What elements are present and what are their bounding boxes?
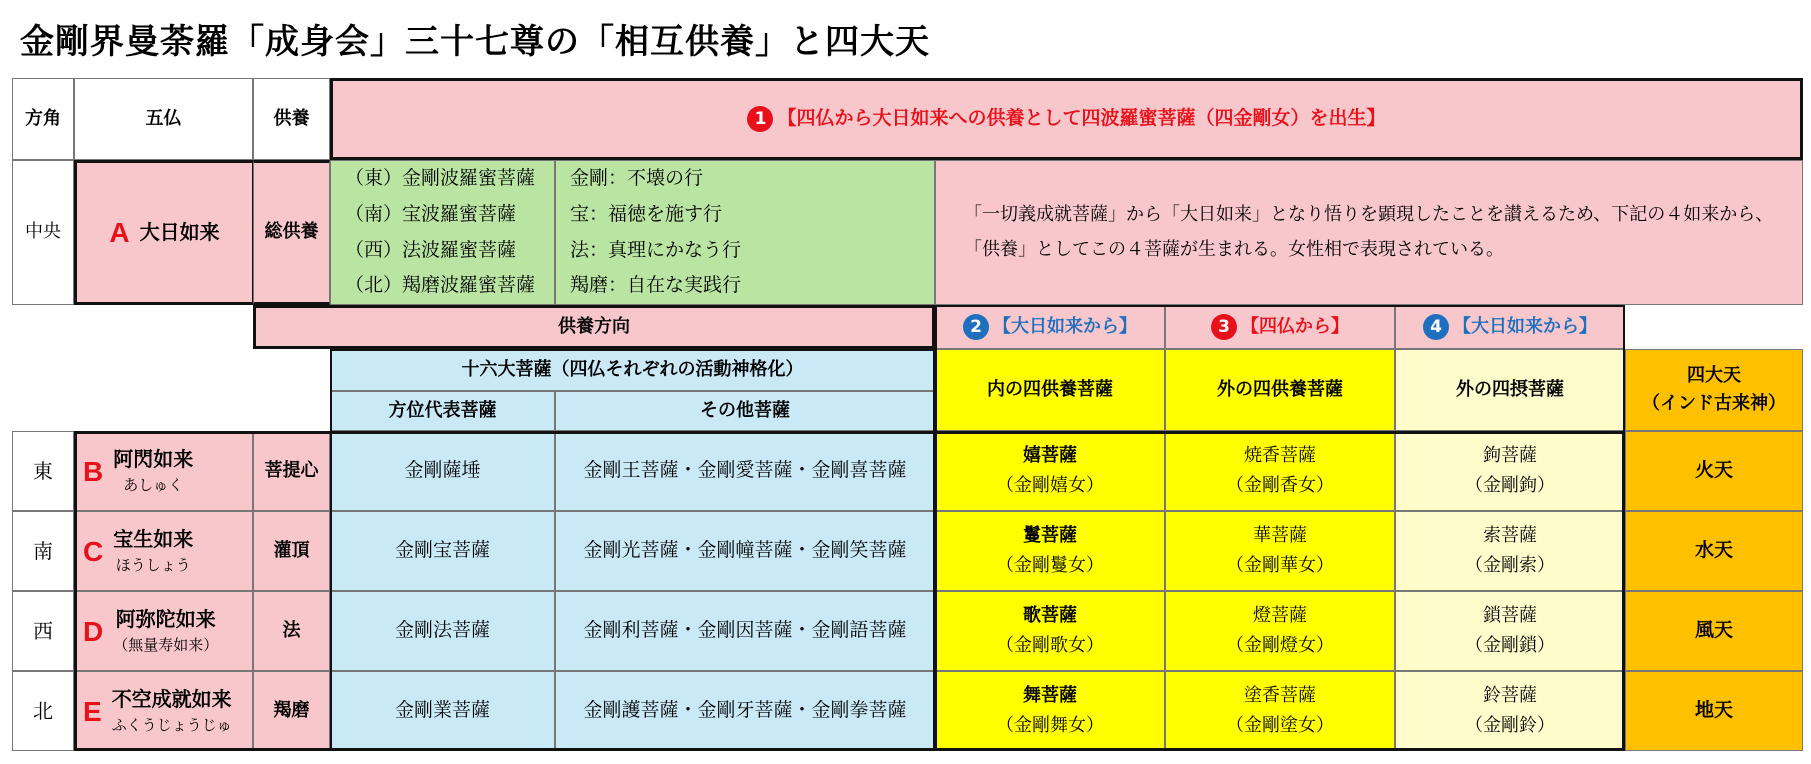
row-rep-bodhisattva: 金剛業菩薩 (330, 671, 555, 751)
row-inner-offering (935, 511, 1165, 591)
center-direction: 中央 (12, 160, 74, 305)
inner-offering-header: 内の四供養菩薩 (935, 349, 1165, 431)
row-outer-offering (1165, 431, 1395, 511)
direction-4-label (1395, 305, 1625, 349)
letter-e: E (83, 695, 102, 727)
sixteen-bodhisattvas-header: 十六大菩薩（四仏それぞれの活動神格化） (330, 349, 935, 391)
row-outer-offering (1165, 511, 1395, 591)
row-offering: 灌頂 (253, 511, 330, 591)
four-devas-header (1625, 349, 1803, 431)
row-inner-offering (935, 591, 1165, 671)
number-1-badge: 1 (747, 106, 773, 132)
row-outer-name: 焼香菩薩 (1244, 444, 1316, 466)
row-rep-bodhisattva: 金剛薩埵 (330, 431, 555, 511)
row-inner-offering (935, 431, 1165, 511)
row-other-bodhisattvas: 金剛護菩薩・金剛牙菩薩・金剛拳菩薩 (555, 671, 935, 751)
row-offering: 法 (253, 591, 330, 671)
four-devas-title: 四大天 (1687, 364, 1741, 386)
row-outer-sub: （金剛燈女） (1226, 635, 1334, 656)
center-offering: 総供養 (253, 160, 330, 305)
direction-2-label (935, 305, 1165, 349)
header-five-buddhas: 五仏 (74, 78, 253, 160)
paramita-east: （東）金剛波羅蜜菩薩 (345, 167, 536, 189)
row-gather-sub: （金剛索） (1465, 555, 1555, 576)
letter-c: C (83, 535, 104, 567)
direction-3-label (1165, 305, 1395, 349)
header-offering: 供養 (253, 78, 330, 160)
row-deva: 水天 (1625, 511, 1803, 591)
meaning-vajra: 金剛：不壊の行 (570, 167, 704, 189)
row-buddha-name: 宝生如来 (113, 527, 194, 552)
row-deva: 風天 (1625, 591, 1803, 671)
number-2-badge: 2 (963, 314, 989, 340)
row-offering: 菩提心 (253, 431, 330, 511)
row-rep-bodhisattva: 金剛宝菩薩 (330, 511, 555, 591)
row-other-bodhisattvas: 金剛光菩薩・金剛幢菩薩・金剛笑菩薩 (555, 511, 935, 591)
row-outer-gathering (1395, 671, 1625, 751)
offering-direction-label: 供養方向 (253, 305, 935, 349)
banner-1 (330, 78, 1803, 160)
row-inner-name: 嬉菩薩 (1023, 444, 1077, 466)
row-outer-sub: （金剛香女） (1226, 475, 1334, 496)
meaning-dharma: 法：真理にかなう行 (570, 238, 742, 261)
banner-text: 【四仏から大日如来への供養として四波羅蜜菩薩（四金剛女）を出生】 (777, 107, 1386, 130)
row-outer-sub: （金剛華女） (1226, 555, 1334, 576)
row-buddha-reading: （無量寿如来） (113, 636, 219, 655)
row-deva: 地天 (1625, 671, 1803, 751)
row-buddha (113, 447, 193, 495)
row-outer-offering (1165, 591, 1395, 671)
row-other-bodhisattvas: 金剛王菩薩・金剛愛菩薩・金剛喜菩薩 (555, 431, 935, 511)
row-direction: 北 (12, 671, 74, 751)
direction-2-text: 【大日如来から】 (993, 315, 1137, 337)
row-outer-name: 塗香菩薩 (1244, 684, 1316, 706)
row-inner-name: 舞菩薩 (1023, 684, 1077, 706)
row-inner-sub: （金剛嬉女） (996, 475, 1104, 496)
row-gather-sub: （金剛鉤） (1465, 475, 1555, 496)
row-buddha-name: 阿閃如来 (113, 447, 194, 472)
row-outer-offering (1165, 671, 1395, 751)
row-gather-name: 鉤菩薩 (1483, 444, 1537, 466)
rep-bodhisattva-header: 方位代表菩薩 (330, 391, 555, 431)
row-deva: 火天 (1625, 431, 1803, 511)
other-bodhisattva-header: その他菩薩 (555, 391, 935, 431)
direction-4-text: 【大日如来から】 (1453, 315, 1597, 337)
row-inner-sub: （金剛歌女） (996, 635, 1104, 656)
header-direction: 方角 (12, 78, 74, 160)
paramita-south: （南）宝波羅蜜菩薩 (345, 202, 517, 225)
row-inner-name: 鬘菩薩 (1023, 524, 1077, 546)
row-other-bodhisattvas: 金剛利菩薩・金剛因菩薩・金剛語菩薩 (555, 591, 935, 671)
row-buddha-reading: ふくうじょうじゅ (111, 716, 232, 735)
paramita-list (330, 160, 555, 305)
row-buddha (112, 687, 232, 735)
row-outer-gathering (1395, 431, 1625, 511)
row-buddha-name: 阿弥陀如来 (115, 607, 216, 632)
row-direction: 東 (12, 431, 74, 511)
row-gather-sub: （金剛鈴） (1465, 715, 1555, 736)
meaning-ratna: 宝：福徳を施す行 (570, 202, 723, 225)
four-devas-subtitle: （インド古来神） (1642, 393, 1786, 414)
outer-offering-header: 外の四供養菩薩 (1165, 349, 1395, 431)
row-gather-sub: （金剛鎖） (1465, 635, 1555, 656)
row-outer-name: 華菩薩 (1253, 524, 1307, 546)
center-buddha-name: 大日如来 (139, 220, 220, 244)
row-inner-offering (935, 671, 1165, 751)
row-direction: 南 (12, 511, 74, 591)
row-outer-name: 燈菩薩 (1253, 604, 1307, 626)
row-buddha-name: 不空成就如来 (111, 687, 232, 712)
row-inner-sub: （金剛舞女） (996, 715, 1104, 736)
row-offering: 羯磨 (253, 671, 330, 751)
row-rep-bodhisattva: 金剛法菩薩 (330, 591, 555, 671)
direction-3-text: 【四仏から】 (1241, 315, 1349, 337)
center-description: 「一切義成就菩薩」から「大日如来」となり悟りを顕現したことを讃えるため、下記の４如来から、「供養」としてこの４菩薩が生まれる。女性相で表現されている。 (935, 160, 1803, 305)
row-buddha-reading: ほうしょう (115, 556, 191, 575)
letter-b: B (83, 455, 104, 487)
row-gather-name: 索菩薩 (1483, 524, 1537, 546)
row-inner-sub: （金剛鬘女） (996, 555, 1104, 576)
row-inner-name: 歌菩薩 (1023, 604, 1077, 626)
number-3-badge: 3 (1211, 314, 1237, 340)
row-buddha-cell (74, 591, 253, 671)
row-gather-name: 鎖菩薩 (1483, 604, 1537, 626)
outer-gathering-header: 外の四摂菩薩 (1395, 349, 1625, 431)
center-buddha-cell (74, 160, 253, 305)
row-buddha-reading: あしゅく (123, 476, 184, 495)
row-buddha (113, 527, 193, 575)
row-outer-sub: （金剛塗女） (1226, 715, 1334, 736)
row-outer-gathering (1395, 591, 1625, 671)
row-direction: 西 (12, 591, 74, 671)
row-gather-name: 鈴菩薩 (1483, 684, 1537, 706)
meaning-karma: 羯磨：自在な実践行 (570, 274, 742, 297)
row-outer-gathering (1395, 511, 1625, 591)
row-buddha-cell (74, 431, 253, 511)
number-4-badge: 4 (1423, 314, 1449, 340)
paramita-meanings (555, 160, 935, 305)
row-buddha-cell (74, 671, 253, 751)
page-title: 金剛界曼荼羅「成身会」三十七尊の「相互供養」と四大天 (20, 22, 930, 62)
letter-a: A (109, 217, 130, 248)
row-buddha-cell (74, 511, 253, 591)
paramita-west: （西）法波羅蜜菩薩 (345, 238, 517, 261)
paramita-north: （北）羯磨波羅蜜菩薩 (345, 274, 536, 297)
letter-d: D (83, 615, 104, 647)
row-buddha (113, 607, 218, 655)
